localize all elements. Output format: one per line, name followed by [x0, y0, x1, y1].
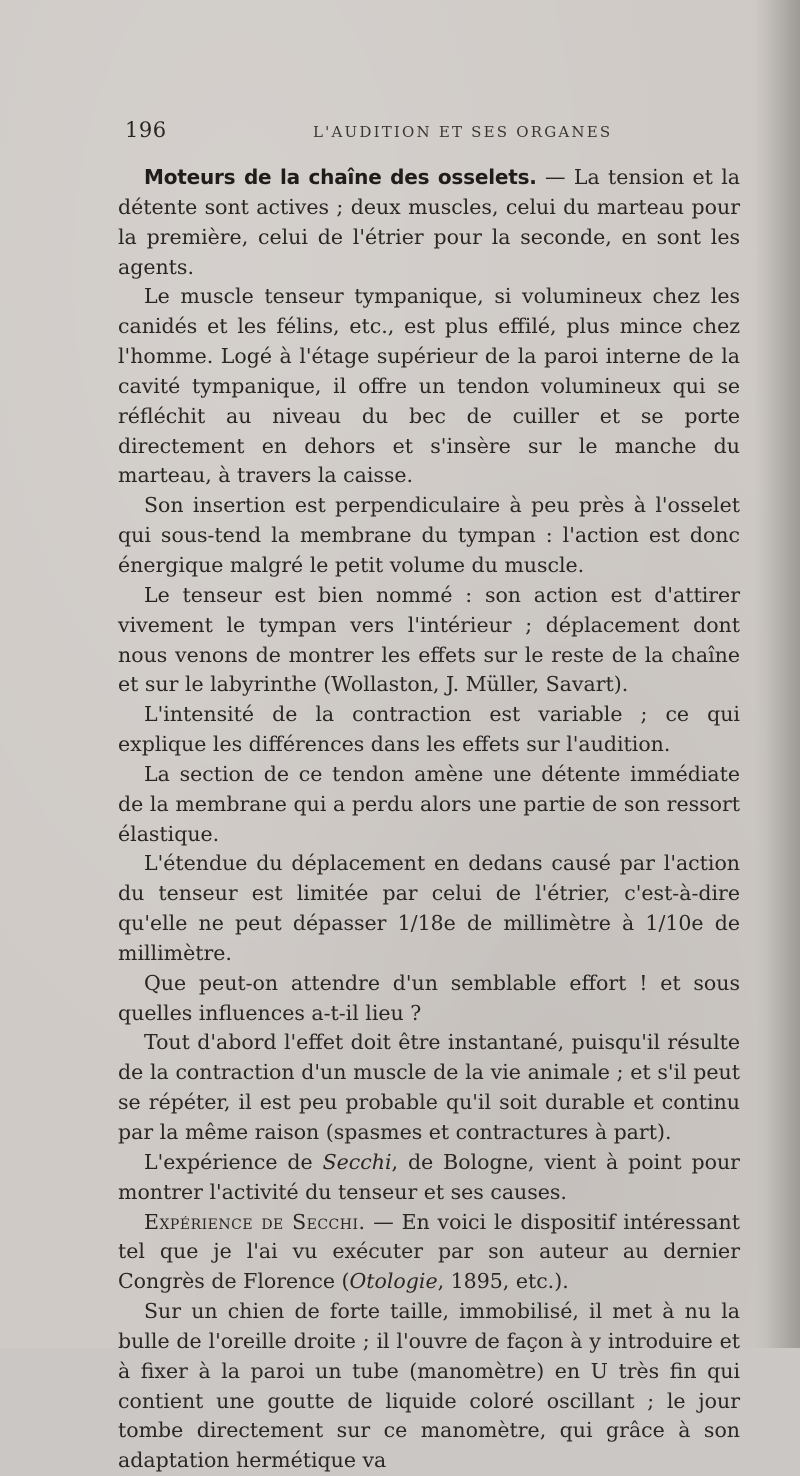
page-number: 196	[125, 118, 167, 142]
running-head-title: L'AUDITION ET SES ORGANES	[313, 123, 613, 141]
paragraph-8	[118, 969, 740, 1029]
paragraph-4	[118, 581, 740, 700]
body-text	[118, 163, 740, 1476]
paragraph-text: Le tenseur est bien nommé : son action est d'attirer vivement le tympan vers l'intérieur ; déplacement dont nous venons de montrer les effets sur le reste de la chaîne et sur le labyrinthe (Wollaston, J. Müller, Savart).	[118, 582, 740, 697]
paragraph-text: Son insertion est perpendiculaire à peu près à l'osselet qui sous-tend la membrane du tympan : l'action est donc énergique malgré le petit volume du muscle.	[118, 493, 740, 577]
paragraph-text: L'intensité de la contraction est variable ; ce qui explique les différences dans les effets sur l'audition.	[118, 702, 740, 757]
paragraph-text: Sur un chien de forte taille, immobilisé, il met à nu la bulle de l'oreille droite ; il l'ouvre de façon à y introduire et à fixer à la paroi un tube (manomètre) en U très fin qui contient une goutte de liquide coloré oscillant ; le jour tombe directement sur ce manomètre, qui grâce à son adaptation hermétique va	[118, 1299, 740, 1473]
paragraph-text: — La tension et la détente sont actives ; deux muscles, celui du marteau pour la première, celui de l'étrier pour la seconde, en sont les agents.	[118, 165, 741, 279]
paragraph-text: Tout d'abord l'effet doit être instantané, puisqu'il résulte de la contraction d'un muscle de la vie animale ; et s'il peut se répéter, il est peu probable qu'il soit durable et continu par la même raison (spasmes et contractures à part).	[118, 1030, 740, 1144]
paragraph-7	[118, 849, 740, 968]
paragraph-text: L'expérience de	[144, 1149, 323, 1174]
paragraph-text: L'étendue du déplacement en dedans causé par l'action du tenseur est limitée par celui de l'étrier, c'est-à-dire qu'elle ne peut dépasser 1/18e de millimètre à 1/10e de millimètre.	[118, 851, 740, 965]
paragraph-text: , de Bologne, vient à point pour montrer l'activité du tenseur et ses causes.	[118, 1149, 740, 1204]
page-edge-shadow	[754, 0, 800, 1348]
experiment-heading: Expérience de Secchi.	[144, 1209, 366, 1234]
paragraph-1	[118, 163, 740, 282]
paragraph-text: , 1895, etc.).	[437, 1269, 569, 1294]
paragraph-10	[118, 1148, 740, 1208]
paragraph-9	[118, 1028, 740, 1147]
running-head	[125, 118, 740, 146]
italic-name: Secchi	[322, 1149, 392, 1174]
paragraph-text: Le muscle tenseur tympanique, si volumineux chez les canidés et les félins, etc., est plus effilé, plus mince chez l'homme. Logé à l'étage supérieur de la paroi interne de la cavité tympanique, il offre un tendon volumineux qui se réfléchit au niveau du bec de cuiller et se porte directement en dehors et s'insère sur le manche du marteau, à travers la caisse.	[118, 284, 740, 488]
paragraph-3	[118, 491, 740, 581]
italic-reference: Otologie	[349, 1269, 438, 1294]
paragraph-text: Que peut-on attendre d'un semblable effort ! et sous quelles influences a-t-il lieu ?	[118, 970, 740, 1025]
paragraph-5	[118, 700, 740, 760]
paragraph-11	[118, 1208, 740, 1298]
section-heading: Moteurs de la chaîne des osselets.	[144, 165, 537, 189]
paragraph-text: La section de ce tendon amène une détente immédiate de la membrane qui a perdu alors une partie de son ressort élastique.	[118, 761, 740, 846]
paragraph-6	[118, 760, 740, 850]
paragraph-2	[118, 282, 740, 491]
paragraph-12	[118, 1297, 740, 1476]
paragraph-text: — En voici le dispositif intéressant tel que je l'ai vu exécuter par son auteur au dernier Congrès de Florence (	[118, 1209, 741, 1294]
